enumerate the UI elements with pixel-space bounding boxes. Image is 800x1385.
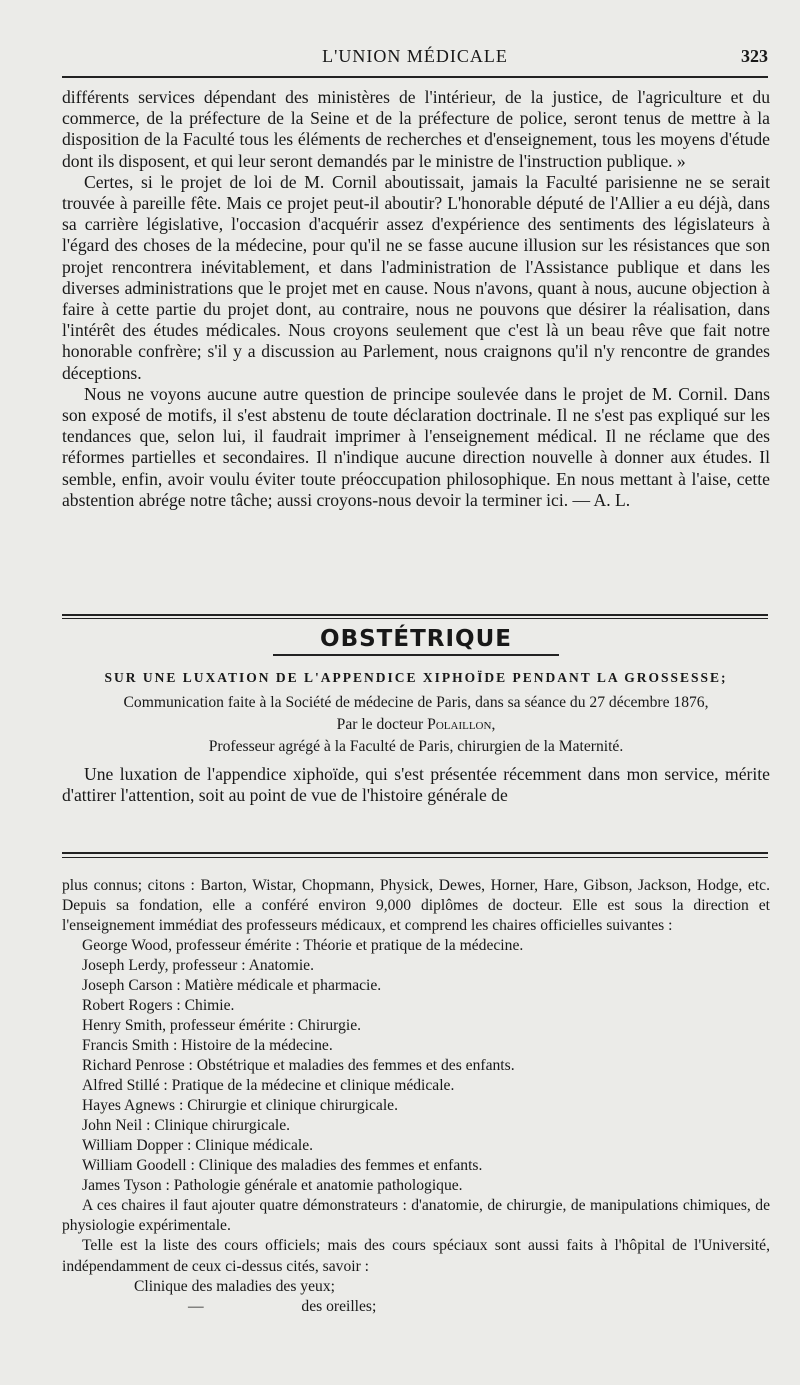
clinic-ears-line xyxy=(62,1297,770,1317)
list-item: Joseph Carson : Matière médicale et pharmacie. xyxy=(82,977,382,995)
author-name: Polaillon, xyxy=(427,716,496,733)
journal-title: L'UNION MÉDICALE xyxy=(322,46,508,66)
feuilleton-rule xyxy=(62,852,768,854)
list-item: John Neil : Clinique chirurgicale. xyxy=(82,1117,291,1135)
intro-paragraph: plus connus; citons : Barton, Wistar, Chopmann, Physick, Dewes, Horner, Hare, Gibson, Jackson, Hodge, etc. Depuis sa fondation, elle a conféré environ 9,000 diplômes de docteur. Elle est sous la direction et l'enseignement immédiat des professeurs médicaux, et comprend les chaires officielles suivantes : xyxy=(62,877,770,935)
list-item: Henry Smith, professeur émérite : Chirurgie. xyxy=(82,1017,362,1035)
section-title-underline xyxy=(273,654,559,656)
paragraph-1: différents services dépendant des ministères de l'intérieur, de la justice, de l'agriculture et du commerce, de la préfecture de la Seine et de la préfecture de police, seront tenus de mettre à la disposition de la Faculté tous les éléments de recherches et d'enseignement, tous les moyens d'étude dont ils disposent, et qui leur seront demandés par le ministre de l'instruction publique. » xyxy=(62,87,770,171)
section-title: OBSTÉTRIQUE xyxy=(320,626,512,652)
list-item: Hayes Agnews : Chirurgie et clinique chirurgicale. xyxy=(82,1097,398,1115)
communication-note: Communication faite à la Société de médecine de Paris, dans sa séance du 27 décembre 1876, xyxy=(123,694,709,711)
list-item: Joseph Lerdy, professeur : Anatomie. xyxy=(82,957,314,975)
section-rule-top xyxy=(62,614,768,616)
paragraph-3: Nous ne voyons aucune autre question de principe soulevée dans le projet de M. Cornil. Dans son exposé de motifs, il s'est abstenu de toute déclaration doctrinale. Il ne s'est pas expliqué sur les tendances que, selon lui, il faudrait imprimer à l'enseignement médical. Il ne réclame que des réformes partielles et secondaires. Il n'indique aucune direction nouvelle à donner aux études. Il semble, enfin, avoir voulu éviter toute préoccupation philosophique. En nous mettant à l'aise, cette abstention abrége notre tâche; aussi croyons-nous devoir la terminer ici. — A. L. xyxy=(62,383,770,510)
article-title: SUR UNE LUXATION DE L'APPENDICE XIPHOÏDE PENDANT LA GROSSESSE; xyxy=(104,670,728,685)
running-header xyxy=(62,44,768,70)
paragraph-2: Certes, si le projet de loi de M. Cornil aboutissait, jamais la Faculté parisienne ne se serait trouvée à pareille fête. Mais ce projet peut-il aboutir? L'honorable député de l'Allier a eu déjà, dans sa carrière législative, l'occasion d'acquérir assez d'expérience des sentiments des législateurs à l'égard des choses de la médecine, pour qu'il ne se fasse aucune illusion sur les résistances que son projet rencontrera inévitablement, et dans l'administration de l'Assistance publique et dans les diverses administrations que le projet met en cause. Nous n'avons, quant à nous, aucune objection à faire à cette partie du projet dont, au contraire, nous ne pouvons que désirer la réalisation, dans l'intérêt des études médicales. Nous croyons seulement que c'est là un beau rêve que fait notre honorable confrère; s'il y a discussion au Parlement, nous craignons qu'il n'y rencontre de grandes déceptions. xyxy=(62,171,770,383)
section-rule-top-thin xyxy=(62,618,768,619)
chairs-list xyxy=(62,936,770,1196)
list-item: Robert Rogers : Chimie. xyxy=(82,997,235,1015)
list-item: Alfred Stillé : Pratique de la médecine et clinique médicale. xyxy=(82,1077,455,1095)
demonstrators-paragraph: A ces chaires il faut ajouter quatre démonstrateurs : d'anatomie, de chirurgie, de manipulations chimiques, de physiologie expérimentale. xyxy=(62,1197,770,1235)
list-item: James Tyson : Pathologie générale et anatomie pathologique. xyxy=(82,1177,463,1195)
list-item: George Wood, professeur émérite : Théorie et pratique de la médecine. xyxy=(82,937,524,955)
author-line xyxy=(62,714,770,736)
special-courses-paragraph: Telle est la liste des cours officiels; mais des cours spéciaux sont aussi faits à l'hôpital de l'Université, indépendamment de ceux ci-dessus cités, savoir : xyxy=(62,1237,770,1275)
clinic-eyes: Clinique des maladies des yeux; xyxy=(134,1277,335,1295)
page-number: 323 xyxy=(741,46,768,66)
ditto-dash: — xyxy=(188,1297,204,1315)
feuilleton-rule-thin xyxy=(62,857,768,858)
author-prefix: Par le docteur xyxy=(336,716,424,733)
feuilleton-text xyxy=(62,876,770,1317)
list-item: William Goodell : Clinique des maladies des femmes et enfants. xyxy=(82,1157,483,1175)
obstetrics-section xyxy=(62,626,770,806)
header-rule xyxy=(62,76,768,78)
author-affiliation: Professeur agrégé à la Faculté de Paris, chirurgien de la Maternité. xyxy=(208,738,624,755)
clinic-ears: des oreilles; xyxy=(301,1297,377,1315)
list-item: William Dopper : Clinique médicale. xyxy=(82,1137,314,1155)
article-opening: Une luxation de l'appendice xiphoïde, qui s'est présentée récemment dans mon service, mérite d'attirer l'attention, soit au point de vue de l'histoire générale de xyxy=(62,764,770,806)
list-item: Richard Penrose : Obstétrique et maladies des femmes et des enfants. xyxy=(82,1057,515,1075)
list-item: Francis Smith : Histoire de la médecine. xyxy=(82,1037,333,1055)
editorial-text xyxy=(62,87,770,511)
